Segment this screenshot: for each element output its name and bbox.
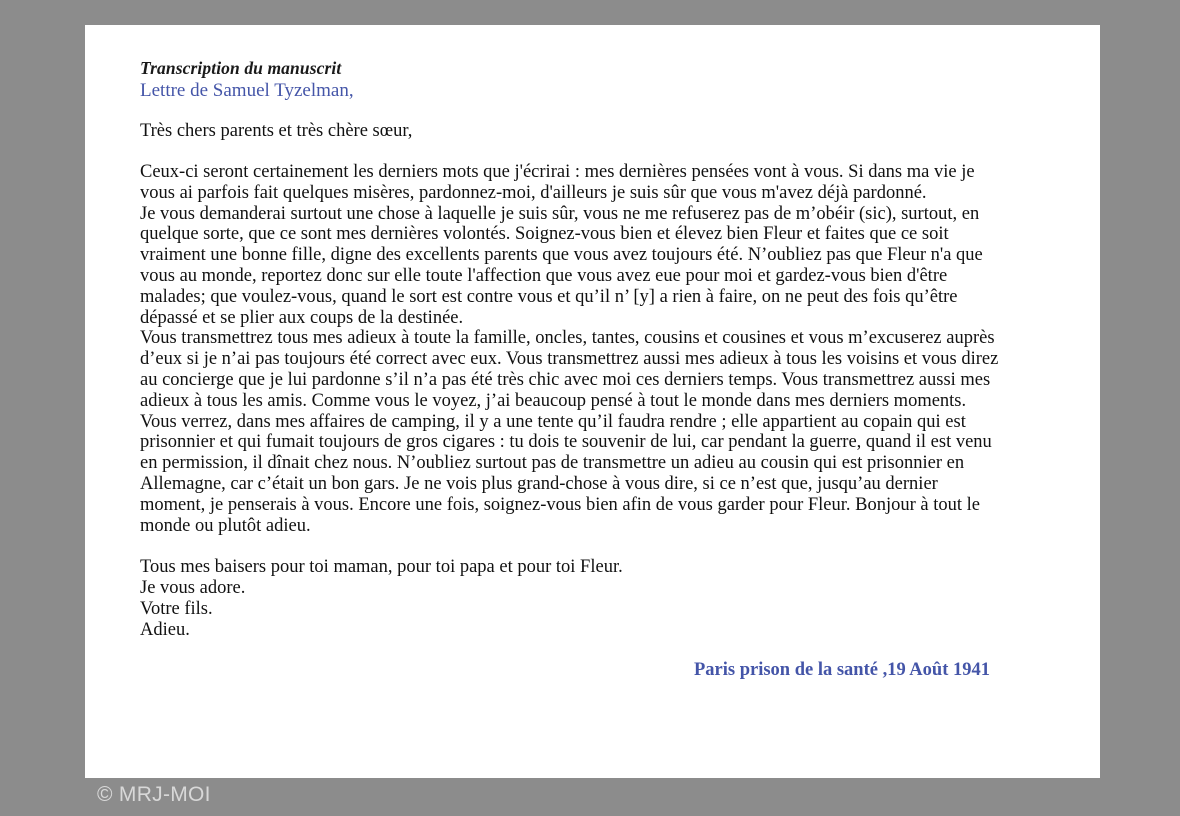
letter-signature-location-date: Paris prison de la santé ,19 Août 1941 bbox=[693, 659, 990, 680]
letter-paragraph: Je vous demanderai surtout une chose à laquelle je suis sûr, vous ne me refuserez pas de m’obéir (sic), surtout, en quelque sorte, que ce sont mes dernières volontés. Soignez-vous bien et élevez bien Fleur et faites que ce soit vraiment une bonne fille, digne des excellents parents que vous avez toujours été. N’oubliez pas que Fleur n'a que vous au monde, reportez donc sur elle toute l'affection que vous avez eue pour moi et gardez-vous bien d'être malades; que voulez-vous, quand le sort est contre vous et qu’il n’ [y] a rien à faire, on ne peut des fois qu’être dépassé et se plier aux coups de la destinée. bbox=[140, 203, 983, 328]
page-title: Transcription du manuscrit bbox=[140, 58, 342, 78]
letter-closing bbox=[140, 536, 1002, 640]
document-page bbox=[85, 25, 1100, 778]
closing-line: Votre fils. bbox=[140, 598, 213, 619]
letter-paragraph: Vous transmettrez tous mes adieux à toute la famille, oncles, tantes, cousins et cousines et vous m’excuserez auprès d’eux si je n’ai pas toujours été correct avec eux. Vous transmettrez aussi mes adieux à tous les voisins et vous direz au concierge que je lui pardonne s’il n’a pas été très chic avec moi ces derniers temps. Vous transmettrez aussi mes adieux à tous les amis. Comme vous le voyez, j’ai beaucoup pensé à tout le monde dans mes derniers moments. bbox=[140, 328, 999, 411]
credit-bar bbox=[0, 778, 1180, 816]
letter-salutation: Très chers parents et très chère sœur, bbox=[140, 121, 413, 141]
document-content bbox=[140, 58, 1002, 681]
closing-line: Tous mes baisers pour toi maman, pour toi papa et pour toi Fleur. bbox=[140, 557, 623, 578]
document-subtitle: Lettre de Samuel Tyzelman, bbox=[140, 80, 354, 101]
copyright-credit: © MRJ-MOI bbox=[97, 783, 211, 806]
closing-line: Je vous adore. bbox=[140, 578, 246, 599]
letter-paragraph: Vous verrez, dans mes affaires de camping, il y a une tente qu’il faudra rendre ; elle appartient au copain qui est prisonnier et qui fumait toujours de gros cigares : tu dois te souvenir de lui, car pendant la guerre, quand il est venu en permission, il dînait chez nous. N’oubliez surtout pas de transmettre un adieu au cousin qui est prisonnier en Allemagne, car c’était un bon gars. Je ne vois plus grand-chose à vous dire, si ce n’est que, jusqu’au dernier moment, je penserais à vous. Encore une fois, soignez-vous bien afin de vous garder pour Fleur. Bonjour à tout le monde ou plutôt adieu. bbox=[140, 411, 992, 536]
letter-body bbox=[140, 142, 1002, 536]
letter-paragraph: Ceux-ci seront certainement les derniers mots que j'écrirai : mes dernières pensées vont à vous. Si dans ma vie je vous ai parfois fait quelques misères, pardonnez-moi, d'ailleurs je suis sûr que vous m'avez déjà pardonné. bbox=[140, 162, 975, 203]
closing-line: Adieu. bbox=[140, 619, 190, 640]
